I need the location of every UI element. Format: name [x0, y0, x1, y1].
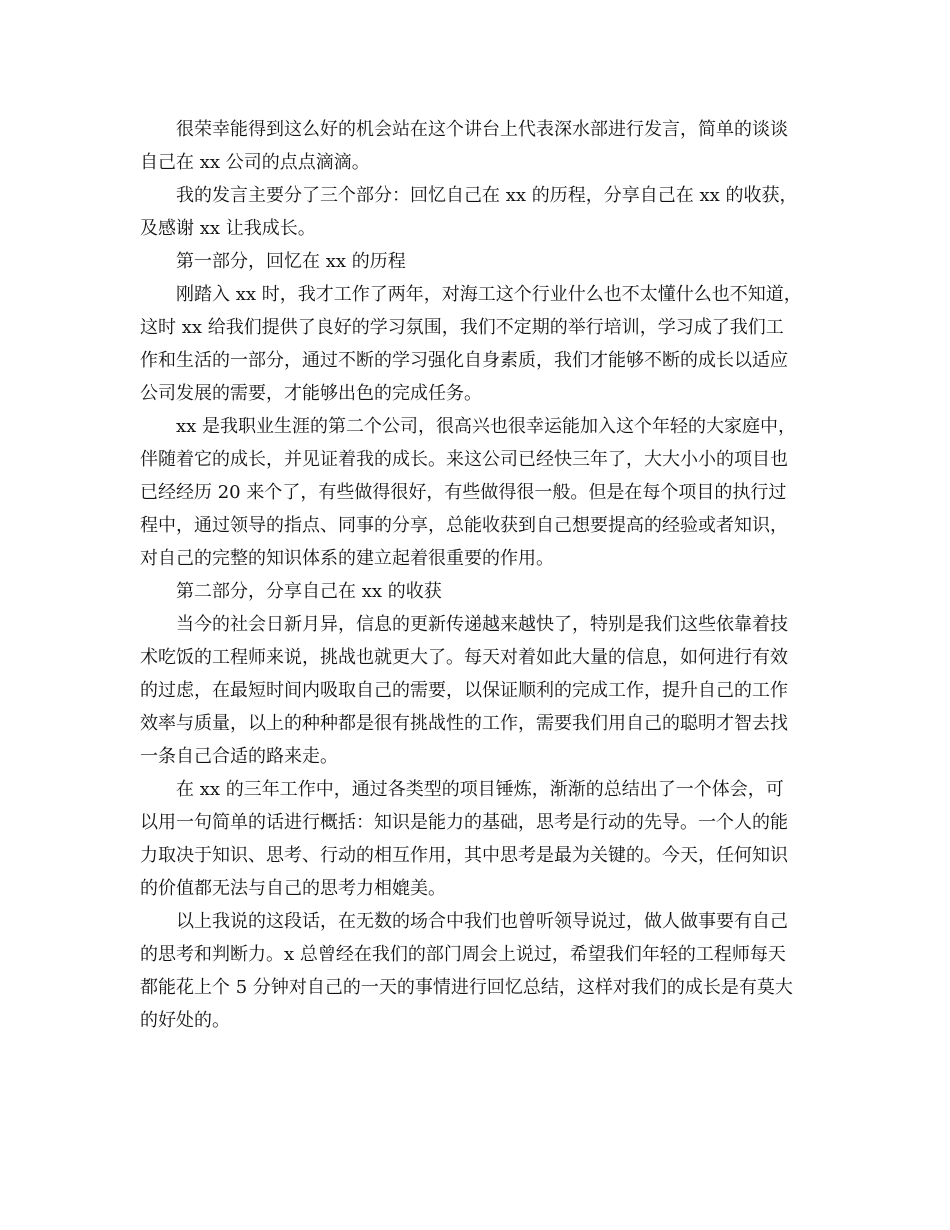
text-line: 对自己的完整的知识体系的建立起着很重要的作用。 [140, 548, 554, 569]
text-line: xx 是我职业生涯的第二个公司，很高兴也很幸运能加入这个年轻的大家庭中， [176, 416, 797, 437]
paragraph-reflection [140, 905, 812, 1037]
text-line: 的思考和判断力。x 总曾经在我们的部门周会上说过，希望我们年轻的工程师每天 [140, 944, 786, 965]
paragraph-intro [140, 113, 812, 179]
text-line: 第一部分，回忆在 xx 的历程 [176, 251, 406, 272]
section-heading-part-two [140, 575, 812, 608]
text-line: 我的发言主要分了三个部分：回忆自己在 xx 的历程，分享自己在 xx 的收获， [176, 185, 798, 206]
paragraph-insight [140, 773, 812, 905]
text-line: 伴随着它的成长，并见证着我的成长。来这公司已经快三年了，大大小小的项目也 [140, 449, 788, 470]
paragraph-career [140, 410, 812, 575]
text-line: 作和生活的一部分，通过不断的学习强化自身素质，我们才能够不断的成长以适应 [140, 350, 788, 371]
text-line: 程中，通过领导的指点、同事的分享，总能收获到自己想要提高的经验或者知识， [140, 515, 788, 536]
text-line: 已经经历 20 来个了，有些做得很好，有些做得很一般。但是在每个项目的执行过 [140, 482, 787, 503]
paragraph-first-years [140, 278, 812, 410]
text-line: 第二部分，分享自己在 xx 的收获 [176, 581, 442, 602]
text-line: 的价值都无法与自己的思考力相媲美。 [140, 878, 446, 899]
document-body [140, 113, 812, 1037]
text-line: 刚踏入 xx 时，我才工作了两年，对海工这个行业什么也不太懂什么也不知道， [176, 284, 802, 305]
text-line: 力取决于知识、思考、行动的相互作用，其中思考是最为关键的。今天，任何知识 [140, 845, 788, 866]
text-line: 效率与质量，以上的种种都是很有挑战性的工作，需要我们用自己的聪明才智去找 [140, 713, 788, 734]
text-line: 及感谢 xx 让我成长。 [140, 218, 316, 239]
text-line: 自己在 xx 公司的点点滴滴。 [140, 152, 370, 173]
text-line: 以上我说的这段话，在无数的场合中我们也曾听领导说过，做人做事要有自己 [176, 911, 788, 932]
text-line: 以用一句简单的话进行概括：知识是能力的基础，思考是行动的先导。一个人的能 [140, 812, 788, 833]
section-heading-part-one [140, 245, 812, 278]
text-line: 当今的社会日新月异，信息的更新传递越来越快了，特别是我们这些依靠着技 [176, 614, 788, 635]
text-line: 都能花上个 5 分钟对自己的一天的事情进行回忆总结，这样对我们的成长是有莫大 [140, 977, 793, 998]
text-line: 在 xx 的三年工作中，通过各类型的项目锤炼，渐渐的总结出了一个体会，可 [176, 779, 784, 800]
text-line: 这时 xx 给我们提供了良好的学习氛围，我们不定期的举行培训，学习成了我们工 [140, 317, 784, 338]
text-line: 公司发展的需要，才能够出色的完成任务。 [140, 383, 482, 404]
paragraph-outline [140, 179, 812, 245]
text-line: 很荣幸能得到这么好的机会站在这个讲台上代表深水部进行发言，简单的谈谈 [176, 119, 788, 140]
text-line: 的好处的。 [140, 1010, 230, 1031]
text-line: 的过虑，在最短时间内吸取自己的需要，以保证顺利的完成工作，提升自己的工作 [140, 680, 788, 701]
paragraph-challenges [140, 608, 812, 773]
text-line: 一条自己合适的路来走。 [140, 746, 338, 767]
text-line: 术吃饭的工程师来说，挑战也就更大了。每天对着如此大量的信息，如何进行有效 [140, 647, 788, 668]
